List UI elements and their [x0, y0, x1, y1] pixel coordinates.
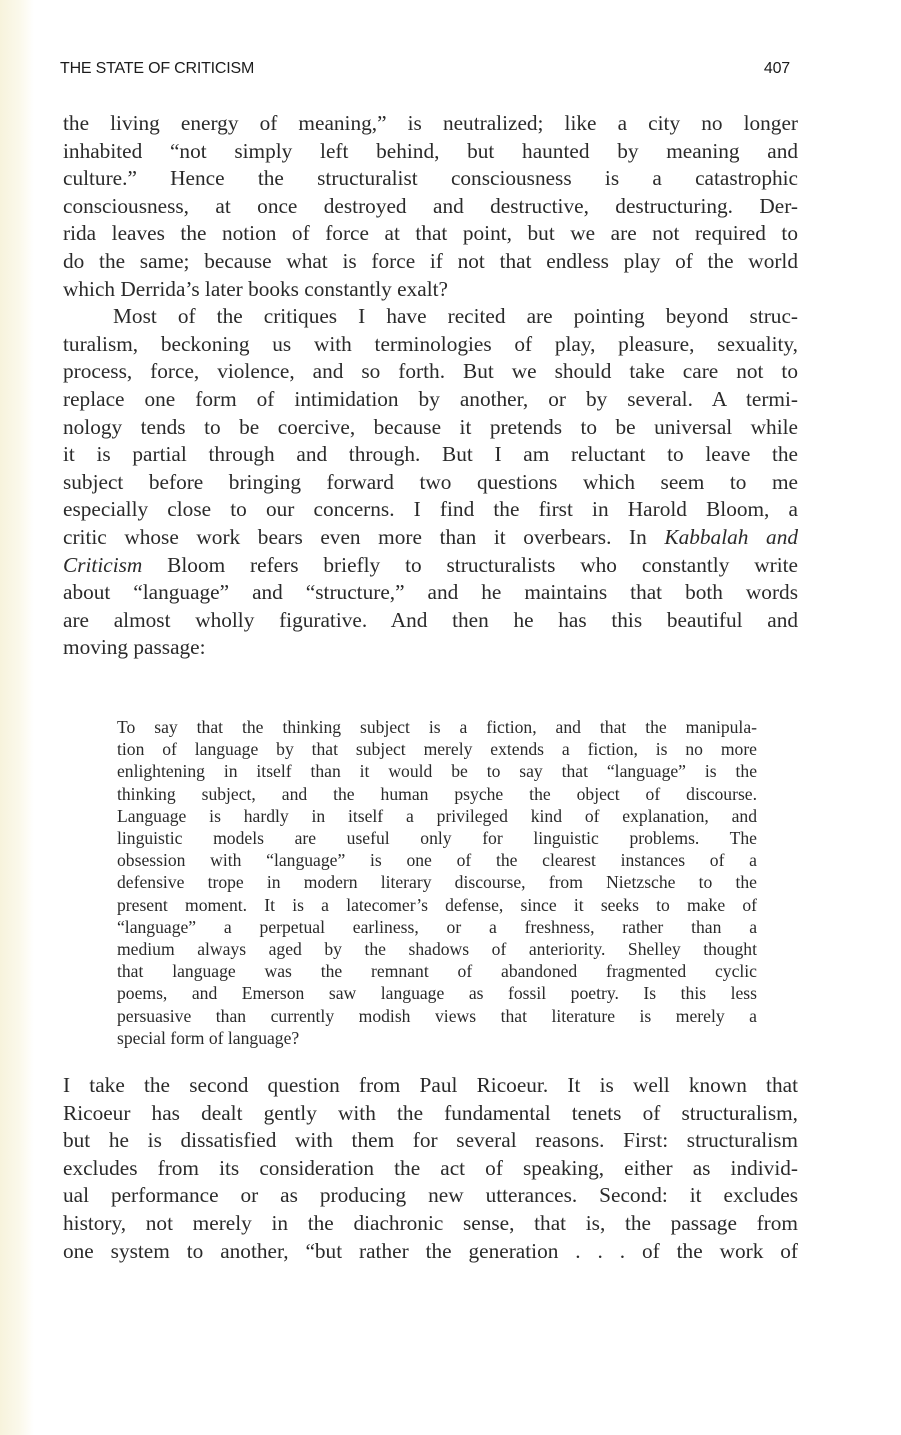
text-line: turalism, beckoning us with terminologies of play, pleasure, sexuality,	[63, 331, 798, 356]
text-line: rida leaves the notion of force at that point, but we are not required to	[63, 221, 798, 246]
page-gutter-shadow	[0, 0, 34, 1435]
quote-line: To say that the thinking subject is a fiction, and that the manipula-	[117, 717, 757, 737]
page-number: 407	[763, 60, 790, 77]
quote-line: linguistic models are useful only for linguistic problems. The	[117, 828, 757, 849]
text-line: history, not merely in the diachronic sense, that is, the passage from	[63, 1210, 798, 1235]
quote-line: tion of language by that subject merely extends a fiction, is no more	[117, 739, 757, 760]
body-paragraph-1	[63, 110, 798, 662]
body-paragraph-3	[63, 1072, 798, 1265]
text-line: one system to another, “but rather the generation . . . of the work of	[63, 1238, 798, 1263]
running-head	[60, 60, 790, 82]
text-line: the living energy of meaning,” is neutralized; like a city no longer	[63, 111, 798, 135]
text-line-with-title	[63, 524, 798, 552]
quote-line: “language” a perpetual earliness, or a freshness, rather than a	[117, 916, 757, 937]
text-line: consciousness, at once destroyed and destructive, destructuring. Der-	[63, 193, 798, 218]
quote-line: obsession with “language” is one of the clearest instances of a	[117, 850, 757, 871]
text-line: but he is dissatisfied with them for several reasons. First: structuralism	[63, 1128, 798, 1153]
text-line: inhabited “not simply left behind, but haunted by meaning and	[63, 138, 798, 163]
text-line: ual performance or as producing new utterances. Second: it excludes	[63, 1183, 798, 1208]
text-run: Bloom refers briefly to structuralists who constantly write	[142, 552, 798, 577]
text-line: do the same; because what is force if not that endless play of the world	[63, 248, 798, 273]
quote-line: thinking subject, and the human psyche the object of discourse.	[117, 783, 757, 804]
block-quote	[117, 716, 757, 1049]
book-title-italic: Kabbalah and	[664, 524, 798, 549]
quote-line: persuasive than currently modish views that literature is merely a	[117, 1005, 757, 1026]
text-line: it is partial through and through. But I am reluctant to leave the	[63, 442, 798, 467]
text-line: process, force, violence, and so forth. But we should take care not to	[63, 359, 798, 384]
quote-line: enlightening in itself than it would be to say that “language” is the	[117, 761, 757, 782]
quote-line: present moment. It is a latecomer’s defense, since it seeks to make of	[117, 894, 757, 915]
text-line: excludes from its consideration the act of speaking, either as individ-	[63, 1155, 798, 1180]
text-line: subject before bringing forward two questions which seem to me	[63, 469, 798, 494]
book-title-italic: Criticism	[63, 552, 143, 577]
text-line: Ricoeur has dealt gently with the fundamental tenets of structuralism,	[63, 1100, 798, 1125]
text-run: critic whose work bears even more than it overbears. In	[63, 524, 665, 549]
text-line: moving passage:	[63, 635, 206, 660]
running-head-title: THE STATE OF CRITICISM	[60, 60, 255, 77]
text-line: nology tends to be coercive, because it pretends to be universal while	[63, 414, 798, 439]
text-line-with-title	[63, 552, 798, 580]
quote-line: that language was the remnant of abandoned fragmented cyclic	[117, 961, 757, 982]
text-line: which Derrida’s later books constantly exalt?	[63, 276, 448, 301]
quote-line: Language is hardly in itself a privileged kind of explanation, and	[117, 805, 757, 826]
text-line: replace one form of intimidation by another, or by several. A termi-	[63, 386, 798, 411]
quote-line: defensive trope in modern literary discourse, from Nietzsche to the	[117, 872, 757, 893]
quote-line: special form of language?	[117, 1027, 300, 1048]
quote-line: medium always aged by the shadows of anteriority. Shelley thought	[117, 939, 757, 960]
quote-line: poems, and Emerson saw language as fossil poetry. Is this less	[117, 983, 757, 1004]
text-line: I take the second question from Paul Ricoeur. It is well known that	[63, 1073, 798, 1097]
text-line: about “language” and “structure,” and he maintains that both words	[63, 580, 798, 605]
text-line: Most of the critiques I have recited are pointing beyond struc-	[113, 304, 798, 329]
text-line: are almost wholly figurative. And then he has this beautiful and	[63, 607, 798, 632]
text-line: especially close to our concerns. I find the first in Harold Bloom, a	[63, 497, 798, 522]
text-line: culture.” Hence the structuralist consciousness is a catastrophic	[63, 166, 798, 191]
